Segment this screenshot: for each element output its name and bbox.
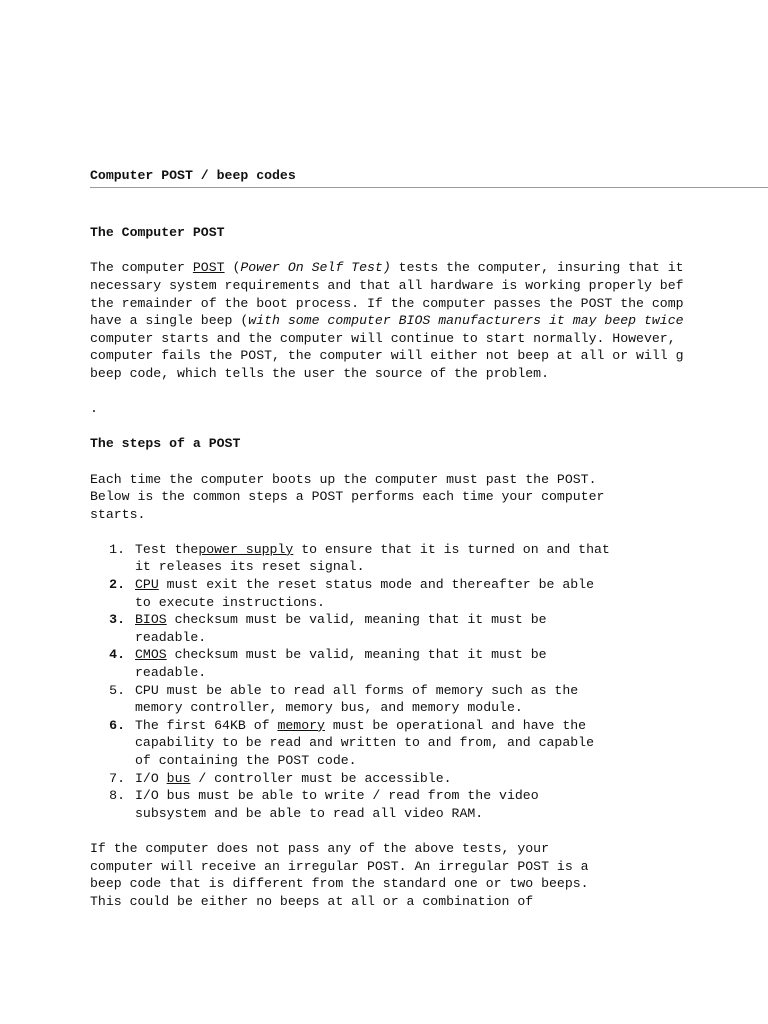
list-item-line: memory controller, memory bus, and memory module. — [135, 700, 523, 716]
list-item-line: CPU must be able to read all forms of memory such as the — [135, 682, 579, 698]
term-link[interactable]: CMOS — [135, 647, 167, 663]
paragraph-line: starts. — [90, 506, 146, 522]
list-item-line: readable. — [135, 629, 207, 645]
paragraph-line: beep code that is different from the standard one or two beeps. — [90, 876, 589, 892]
paragraph-line: have a single beep (with some computer BIOS manufacturers it may beep twice — [90, 313, 684, 329]
list-item-number: 1. — [109, 541, 125, 557]
post-steps-list — [90, 541, 768, 823]
list-item-number: 2. — [109, 577, 125, 593]
list-item-line: Test thepower supply to ensure that it is turned on and that — [135, 541, 610, 557]
list-item-line: CMOS checksum must be valid, meaning that it must be — [135, 647, 547, 663]
paragraph-line: computer will receive an irregular POST. An irregular POST is a — [90, 858, 589, 874]
term-link[interactable]: CPU — [135, 577, 159, 593]
term-link[interactable]: bus — [166, 770, 191, 786]
paragraph-line: computer fails the POST, the computer will either not beep at all or will g — [90, 348, 684, 364]
paragraph-irregular-post — [90, 840, 768, 910]
paragraph-line: The computer POST (Power On Self Test) tests the computer, insuring that it — [90, 260, 684, 276]
list-item-line: I/O bus / controller must be accessible. — [135, 770, 452, 786]
list-item-line: readable. — [135, 665, 207, 681]
paragraph-line: the remainder of the boot process. If the computer passes the POST the comp — [90, 295, 684, 311]
list-item-number: 8. — [109, 788, 125, 804]
list-item — [90, 770, 768, 788]
list-item — [90, 611, 768, 646]
section-heading-computer-post: The Computer POST — [90, 225, 225, 241]
list-item — [90, 682, 768, 717]
list-item — [90, 646, 768, 681]
separator-dot: . — [90, 401, 98, 417]
list-item-line: of containing the POST code. — [135, 753, 357, 768]
list-item-number: 3. — [109, 612, 125, 628]
paragraph-post-intro — [90, 259, 768, 382]
paragraph-line: If the computer does not pass any of the above tests, your — [90, 840, 549, 856]
term-link[interactable]: memory — [277, 717, 325, 733]
post-link[interactable]: POST — [192, 260, 225, 276]
paragraph-line: computer starts and the computer will continue to start normally. However, — [90, 330, 676, 346]
list-item — [90, 576, 768, 611]
list-item-line: BIOS checksum must be valid, meaning that it must be — [135, 612, 547, 628]
paragraph-line: beep code, which tells the user the source of the problem. — [90, 365, 549, 381]
list-item-line: The first 64KB of memory must be operational and have the — [135, 717, 587, 733]
list-item-line: capability to be read and written to and from, and capable — [135, 735, 594, 751]
paragraph-line: This could be either no beeps at all or a combination of — [90, 893, 534, 909]
section-heading-steps: The steps of a POST — [90, 436, 241, 452]
list-item-line: CPU must exit the reset status mode and thereafter be able — [135, 577, 595, 593]
list-item — [90, 541, 768, 576]
paragraph-line: Each time the computer boots up the computer must past the POST. — [90, 471, 597, 487]
list-item — [90, 717, 768, 770]
list-item-line: I/O bus must be able to write / read from the video — [135, 788, 539, 804]
list-item-number: 7. — [109, 770, 125, 786]
list-item-number: 4. — [109, 647, 125, 663]
document-page — [90, 167, 768, 910]
list-item-number: 6. — [109, 717, 125, 733]
list-item-number: 5. — [109, 682, 125, 698]
page-title: Computer POST / beep codes — [90, 168, 296, 183]
paragraph-line: necessary system requirements and that all hardware is working properly bef — [90, 277, 684, 293]
list-item-line: it releases its reset signal. — [135, 559, 365, 575]
paragraph-line: Below is the common steps a POST performs each time your computer — [90, 489, 605, 505]
term-link[interactable]: BIOS — [135, 612, 167, 628]
term-link[interactable]: power supply — [198, 541, 294, 557]
list-item-line: to execute instructions. — [135, 594, 325, 610]
list-item — [90, 787, 768, 822]
list-item-line: subsystem and be able to read all video RAM. — [135, 805, 484, 821]
paragraph-steps-intro — [90, 471, 768, 524]
